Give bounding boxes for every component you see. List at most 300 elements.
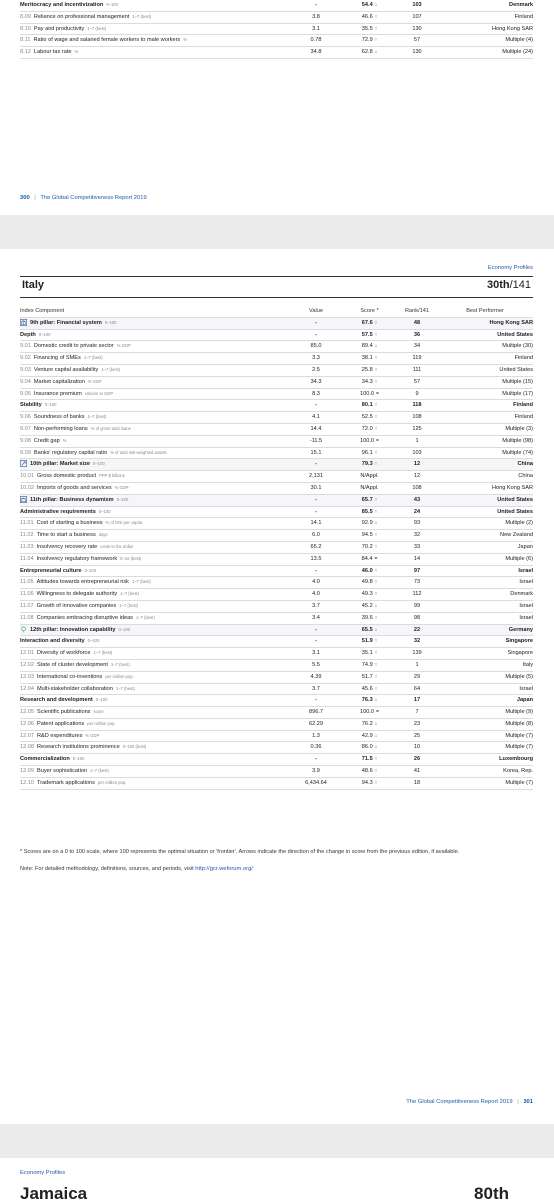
best-performer-cell: Korea, Rep. xyxy=(437,766,533,778)
best-performer-cell: Multiple (7) xyxy=(437,777,533,789)
score-value: 52.5 xyxy=(361,414,373,421)
component-cell xyxy=(20,648,290,660)
rank-cell: 18 xyxy=(397,777,437,789)
score-value: 65.7 xyxy=(361,496,373,503)
value-cell: 2.5 xyxy=(290,364,342,376)
best-performer-cell: Japan xyxy=(437,541,533,553)
component-cell xyxy=(20,11,290,23)
component-cell xyxy=(20,447,290,459)
component-unit: 1–7 (best) xyxy=(87,414,107,420)
rank-cell: 26 xyxy=(397,754,437,766)
table-row xyxy=(20,707,533,719)
component-unit: % of gross total loans xyxy=(90,425,131,431)
score-value: 35.5 xyxy=(361,25,373,32)
indicator-code: 8.10 xyxy=(20,25,31,32)
score-value: 49.8 xyxy=(361,579,373,586)
score-cell xyxy=(342,742,397,754)
component-unit: % GDP xyxy=(116,343,131,349)
score-value: 86.0 xyxy=(361,744,373,751)
best-performer-cell: Denmark xyxy=(437,0,533,11)
table-top xyxy=(20,0,533,59)
rank-cell: 57 xyxy=(397,35,437,47)
value-cell: 4.0 xyxy=(290,589,342,601)
score-cell xyxy=(342,671,397,683)
score-value: 72.9 xyxy=(361,37,373,44)
arrow-down-icon: ↓ xyxy=(374,343,378,350)
component-cell xyxy=(20,754,290,766)
page-300 xyxy=(0,0,554,215)
indicator-code: 12.07 xyxy=(20,732,34,739)
indicator-code: 9.04 xyxy=(20,378,31,385)
score-value: 79.3 xyxy=(361,461,373,468)
arrow-up-icon: ↑ xyxy=(374,402,378,409)
component-cell xyxy=(20,565,290,577)
score-cell xyxy=(342,435,397,447)
value-cell: 4.0 xyxy=(290,577,342,589)
component-label: Ratio of wage and salaried female workers to male workers xyxy=(33,37,181,44)
indicator-code: 12.06 xyxy=(20,720,34,727)
best-performer-cell: Multiple (7) xyxy=(437,742,533,754)
component-cell xyxy=(20,341,290,353)
component-label: Attitudes towards entrepreneurial risk xyxy=(36,579,129,586)
component-unit: days xyxy=(98,532,108,538)
indicator-code: 12.05 xyxy=(20,709,34,716)
table-row xyxy=(20,376,533,388)
rank-cell: 130 xyxy=(397,47,437,59)
indicator-code: 12.04 xyxy=(20,685,34,692)
score-value: 71.5 xyxy=(361,756,373,763)
component-cell xyxy=(20,553,290,565)
component-label: Soundness of banks xyxy=(33,414,85,421)
component-label: Patent applications xyxy=(37,720,85,727)
rank-cell: 12 xyxy=(397,459,437,471)
notes xyxy=(20,848,533,873)
score-cell xyxy=(342,423,397,435)
rank-cell: 64 xyxy=(397,683,437,695)
table-row xyxy=(20,777,533,789)
component-label: Venture capital availability xyxy=(33,366,99,373)
arrow-up-icon: ↑ xyxy=(374,366,378,373)
component-cell xyxy=(20,400,290,412)
table-row xyxy=(20,388,533,400)
arrow-up-icon: ↑ xyxy=(374,756,378,763)
score-cell xyxy=(342,530,397,542)
score-cell xyxy=(342,47,397,59)
table-row xyxy=(20,766,533,778)
table-row xyxy=(20,471,533,483)
value-cell: 3.7 xyxy=(290,683,342,695)
best-performer-cell: United States xyxy=(437,494,533,506)
table-row xyxy=(20,742,533,754)
component-unit: 0–100 xyxy=(116,496,129,502)
table-row xyxy=(20,47,533,59)
component-cell xyxy=(20,329,290,341)
component-cell xyxy=(20,364,290,376)
table-row xyxy=(20,671,533,683)
score-cell xyxy=(342,35,397,47)
indicator-code: 9.06 xyxy=(20,414,31,421)
component-cell xyxy=(20,742,290,754)
component-cell xyxy=(20,23,290,35)
value-cell: 85.0 xyxy=(290,341,342,353)
best-performer-cell: Multiple (8) xyxy=(437,718,533,730)
subpillar-row xyxy=(20,565,533,577)
table-header xyxy=(20,306,533,317)
table-row xyxy=(20,553,533,565)
component-cell xyxy=(20,506,290,518)
best-performer-cell: Finland xyxy=(437,400,533,412)
component-unit: score xyxy=(93,709,104,715)
value-cell: 8.3 xyxy=(290,388,342,400)
component-label: International co-inventions xyxy=(37,673,103,680)
table-row xyxy=(20,482,533,494)
indicator-code: 12.02 xyxy=(20,661,34,668)
indicator-code: 12.03 xyxy=(20,673,34,680)
methodology-note-text: Note: For detailed methodology, definitions, sources, and periods, visit xyxy=(20,866,196,872)
score-value: 51.9 xyxy=(361,638,373,645)
indicator-code: 8.11 xyxy=(20,37,31,44)
component-cell xyxy=(20,612,290,624)
component-cell xyxy=(20,766,290,778)
rank-cell: 24 xyxy=(397,506,437,518)
score-value: 48.6 xyxy=(361,768,373,775)
best-performer-cell: Israel xyxy=(437,577,533,589)
arrow-down-icon: ↓ xyxy=(374,520,378,527)
table-row xyxy=(20,541,533,553)
arrow-up-icon: ↑ xyxy=(374,567,378,574)
component-unit: 1–7 (best) xyxy=(115,685,135,691)
best-performer-cell: Finland xyxy=(437,11,533,23)
best-performer-cell: Finland xyxy=(437,353,533,365)
component-label: Research institutions prominence xyxy=(37,744,120,751)
score-cell xyxy=(342,541,397,553)
component-label: Depth xyxy=(20,331,36,338)
col-rank: Rank/141 xyxy=(397,306,437,317)
page-footer: 300 | The Global Competitiveness Report 2019 xyxy=(20,195,147,201)
component-label: Scientific publications xyxy=(37,709,91,716)
component-label: Insolvency recovery rate xyxy=(36,543,98,550)
score-cell xyxy=(342,317,397,329)
score-value: 35.1 xyxy=(361,650,373,657)
best-performer-cell: Multiple (6) xyxy=(437,553,533,565)
score-cell xyxy=(342,341,397,353)
component-label: Stability xyxy=(20,402,42,409)
rank-cell: 103 xyxy=(397,0,437,11)
indicator-code: 9.09 xyxy=(20,449,31,456)
col-best: Best Performer xyxy=(437,306,533,317)
rank-cell: 43 xyxy=(397,494,437,506)
score-cell xyxy=(342,659,397,671)
next-economy-profiles-link[interactable]: Economy Profiles xyxy=(20,1170,66,1176)
component-unit: 0–100 xyxy=(87,638,100,644)
component-unit: PPP $ billions xyxy=(99,473,125,479)
component-unit: % xyxy=(62,437,67,443)
indicator-code: 11.06 xyxy=(20,591,34,598)
score-value: 94.3 xyxy=(361,779,373,786)
value-cell: 3.3 xyxy=(290,353,342,365)
component-unit: 1–7 (best) xyxy=(93,650,113,656)
indicator-code: 12.10 xyxy=(20,779,34,786)
component-unit: 1–7 (best) xyxy=(101,366,121,372)
component-table xyxy=(20,306,533,790)
value-cell: - xyxy=(290,636,342,648)
rank-cell: 22 xyxy=(397,624,437,636)
score-cell xyxy=(342,553,397,565)
value-cell: 3.7 xyxy=(290,600,342,612)
component-cell xyxy=(20,412,290,424)
arrow-up-icon: ↑ xyxy=(374,331,378,338)
arrow-up-icon: ↑ xyxy=(374,414,378,421)
component-label: Market capitalization xyxy=(33,378,85,385)
component-unit: % of GNI per capita xyxy=(105,520,143,526)
score-cell xyxy=(342,376,397,388)
score-cell xyxy=(342,718,397,730)
score-value: 100.0 xyxy=(360,390,375,397)
indicator-code: 11.01 xyxy=(20,520,34,527)
subpillar-row xyxy=(20,400,533,412)
rank-cell: 57 xyxy=(397,376,437,388)
value-cell: - xyxy=(290,400,342,412)
best-performer-cell: Multiple (17) xyxy=(437,388,533,400)
rank-cell: 93 xyxy=(397,518,437,530)
component-unit: 1–7 (best) xyxy=(119,602,139,608)
score-value: 100.0 xyxy=(360,709,375,716)
value-cell: - xyxy=(290,329,342,341)
table-row xyxy=(20,600,533,612)
best-performer-cell: Multiple (98) xyxy=(437,435,533,447)
indicator-code: 12.01 xyxy=(20,650,34,657)
score-value: 80.1 xyxy=(361,402,373,409)
rank-cell: 41 xyxy=(397,766,437,778)
component-cell xyxy=(20,600,290,612)
rank-cell: 10 xyxy=(397,742,437,754)
table-row xyxy=(20,341,533,353)
score-value: 89.4 xyxy=(361,343,373,350)
value-cell: 30.1 xyxy=(290,482,342,494)
score-cell xyxy=(342,754,397,766)
equal-icon: = xyxy=(376,390,379,397)
report-title-301: The Global Competitiveness Report 2019 xyxy=(406,1099,513,1105)
value-cell: 3.4 xyxy=(290,612,342,624)
score-value: 57.5 xyxy=(361,331,373,338)
arrow-up-icon: ↑ xyxy=(374,461,378,468)
rank-cell: 36 xyxy=(397,329,437,341)
component-unit: per million pop. xyxy=(105,673,134,679)
rank-cell: 108 xyxy=(397,412,437,424)
score-value: 45.2 xyxy=(361,602,373,609)
component-cell xyxy=(20,494,290,506)
indicator-code: 8.09 xyxy=(20,13,31,20)
component-label: Insolvency regulatory framework xyxy=(36,555,118,562)
rank-cell: 9 xyxy=(397,388,437,400)
value-cell: 6.0 xyxy=(290,530,342,542)
component-unit: % GDP xyxy=(85,732,100,738)
arrow-up-icon: ↑ xyxy=(374,579,378,586)
score-value: 42.9 xyxy=(361,732,373,739)
score-value: 54.4 xyxy=(361,2,373,8)
score-cell xyxy=(342,0,397,11)
component-label: Interaction and diversity xyxy=(20,638,85,645)
rank-cell: 125 xyxy=(397,423,437,435)
value-cell: 1.3 xyxy=(290,730,342,742)
component-unit: 1–7 (best) xyxy=(83,355,103,361)
page-gap xyxy=(0,215,554,249)
rank-cell: 112 xyxy=(397,589,437,601)
indicator-code: 9.02 xyxy=(20,355,31,362)
score-cell xyxy=(342,589,397,601)
value-cell: - xyxy=(290,494,342,506)
component-unit: % xyxy=(74,49,79,55)
best-performer-cell: Finland xyxy=(437,412,533,424)
indicator-code: 11.03 xyxy=(20,543,34,550)
arrow-down-icon: ↓ xyxy=(374,626,378,633)
arrow-up-icon: ↑ xyxy=(374,614,378,621)
component-unit: 1–7 (best) xyxy=(131,579,151,585)
best-performer-cell: Multiple (7) xyxy=(437,730,533,742)
best-performer-cell: Hong Kong SAR xyxy=(437,482,533,494)
page-footer-301: The Global Competitiveness Report 2019 | 301 xyxy=(406,1099,533,1105)
score-value: 51.7 xyxy=(361,673,373,680)
rank-cell: 14 xyxy=(397,553,437,565)
indicator-code: 11.04 xyxy=(20,555,34,562)
component-label: Commercialization xyxy=(20,756,70,763)
score-cell xyxy=(342,565,397,577)
value-cell: 3.9 xyxy=(290,766,342,778)
page-301 xyxy=(0,249,554,1124)
arrow-down-icon: ↓ xyxy=(374,732,378,739)
rank-cell: 139 xyxy=(397,648,437,660)
component-unit: 0–100 xyxy=(44,402,57,408)
value-cell: 14.1 xyxy=(290,518,342,530)
table-row xyxy=(20,364,533,376)
rank-cell: 17 xyxy=(397,695,437,707)
arrow-up-icon: ↑ xyxy=(374,650,378,657)
rank-cell: 33 xyxy=(397,541,437,553)
score-cell xyxy=(342,648,397,660)
rank-cell: 98 xyxy=(397,612,437,624)
best-performer-cell: Israel xyxy=(437,683,533,695)
score-cell xyxy=(342,400,397,412)
component-label: Companies embracing disruptive ideas xyxy=(36,614,133,621)
rank-cell: 130 xyxy=(397,23,437,35)
component-cell xyxy=(20,353,290,365)
component-cell xyxy=(20,0,290,11)
score-value: 74.9 xyxy=(361,661,373,668)
component-unit: 0–100 xyxy=(118,626,131,632)
best-performer-cell: Multiple (4) xyxy=(437,35,533,47)
indicator-code: 9.08 xyxy=(20,437,31,444)
component-cell xyxy=(20,730,290,742)
score-value: 25.8 xyxy=(361,366,373,373)
indicator-code: 8.12 xyxy=(20,49,31,56)
value-cell: 13.5 xyxy=(290,553,342,565)
rank-cell: 32 xyxy=(397,530,437,542)
score-value: 34.3 xyxy=(361,378,373,385)
value-cell: 4.39 xyxy=(290,671,342,683)
best-performer-cell: Multiple (2) xyxy=(437,518,533,530)
component-label: Buyer sophistication xyxy=(37,768,88,775)
arrow-up-icon: ↑ xyxy=(374,425,378,432)
best-performer-cell: Multiple (3) xyxy=(437,423,533,435)
component-unit: 1–7 (best) xyxy=(120,591,139,597)
component-cell xyxy=(20,718,290,730)
score-cell xyxy=(342,353,397,365)
score-value: 46.6 xyxy=(361,13,373,20)
component-unit: cents to the dollar xyxy=(100,543,134,549)
arrow-up-icon: ↑ xyxy=(374,319,378,326)
score-cell xyxy=(342,471,397,483)
country-header xyxy=(20,276,533,298)
component-cell xyxy=(20,423,290,435)
rank-cell: 25 xyxy=(397,730,437,742)
component-label: Gross domestic product xyxy=(37,473,97,480)
best-performer-cell: Hong Kong SAR xyxy=(437,317,533,329)
arrow-up-icon: ↑ xyxy=(374,768,378,775)
rank-cell: 7 xyxy=(397,707,437,719)
score-cell xyxy=(342,624,397,636)
component-label: Trademark applications xyxy=(37,779,95,786)
component-unit: % of total risk-weighted assets xyxy=(110,449,167,455)
value-cell: - xyxy=(290,754,342,766)
score-value: 38.1 xyxy=(361,355,373,362)
rank-cell: 119 xyxy=(397,353,437,365)
component-cell xyxy=(20,376,290,388)
table-row xyxy=(20,730,533,742)
component-label: Growth of innovative companies xyxy=(36,602,117,609)
page-number-301: 301 xyxy=(523,1099,533,1105)
overall-rank xyxy=(487,279,531,291)
rank-cell: 23 xyxy=(397,718,437,730)
methodology-link[interactable]: http://gcr.weforum.org/ xyxy=(195,866,253,872)
component-label: Administrative requirements xyxy=(20,508,96,515)
component-unit: per million pop. xyxy=(97,779,127,785)
indicator-code: 10.01 xyxy=(20,473,34,480)
arrow-up-icon: ↑ xyxy=(374,13,378,20)
indicator-code: 9.03 xyxy=(20,366,31,373)
component-label: Multi-stakeholder collaboration xyxy=(37,685,113,692)
component-label: 12th pillar: Innovation capability xyxy=(30,626,116,633)
score-cell xyxy=(342,777,397,789)
arrow-up-icon: ↑ xyxy=(374,661,378,668)
score-cell xyxy=(342,636,397,648)
score-value: 46.0 xyxy=(361,567,373,574)
score-cell xyxy=(342,412,397,424)
overall-rank-total: /141 xyxy=(509,279,531,291)
component-unit: % GDP xyxy=(114,484,129,490)
report-title: The Global Competitiveness Report 2019 xyxy=(40,195,147,201)
value-cell: - xyxy=(290,459,342,471)
rank-cell: 107 xyxy=(397,11,437,23)
table-row xyxy=(20,518,533,530)
economy-profiles-link[interactable]: Economy Profiles xyxy=(487,265,533,271)
value-cell: 4.1 xyxy=(290,412,342,424)
component-label: Financing of SMEs xyxy=(33,355,81,362)
value-cell: - xyxy=(290,506,342,518)
component-label: Domestic credit to private sector xyxy=(33,343,114,350)
equal-icon: = xyxy=(374,555,378,562)
lightbulb-icon xyxy=(20,627,30,633)
score-value: 67.6 xyxy=(361,319,373,326)
component-label: Willingness to delegate authority xyxy=(36,591,118,598)
component-label: Pay and productivity xyxy=(33,25,85,32)
score-value: 49.3 xyxy=(361,591,373,598)
best-performer-cell: United States xyxy=(437,364,533,376)
value-cell: - xyxy=(290,624,342,636)
best-performer-cell: Multiple (15) xyxy=(437,376,533,388)
arrow-down-icon: ↓ xyxy=(374,2,378,8)
table-row xyxy=(20,353,533,365)
best-performer-cell: Multiple (5) xyxy=(437,671,533,683)
